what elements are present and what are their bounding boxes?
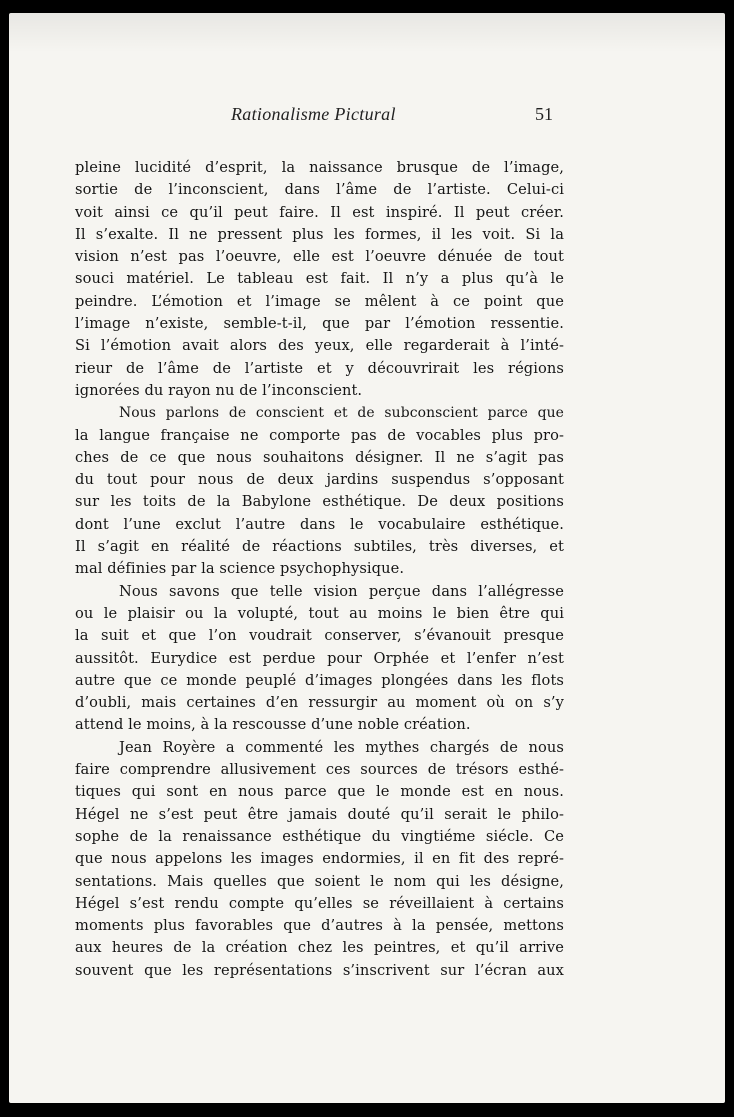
- text-line: faire comprendre allusivement ces sources de trésors esthé-: [75, 761, 564, 779]
- text-line: Jean Royère a commenté les mythes chargés de nous: [119, 738, 564, 756]
- text-line: ignorées du rayon nu de l’inconscient.: [75, 381, 363, 399]
- text-line: ou le plaisir ou la volupté, tout au moins le bien être qui: [75, 604, 564, 622]
- text-line: Si l’émotion avait alors des yeux, elle regarderait à l’inté-: [75, 337, 564, 355]
- text-line: tiques qui sont en nous parce que le monde est en nous.: [75, 783, 564, 801]
- running-title: Rationalisme Pictural: [231, 104, 396, 124]
- text-line: sentations. Mais quelles que soient le nom qui les désigne,: [75, 872, 564, 890]
- text-line: ches de ce que nous souhaitons désigner. Il ne s’agit pas: [75, 448, 564, 466]
- text-line: la langue française ne comporte pas de vocables plus pro-: [75, 426, 564, 444]
- text-line: voit ainsi ce qu’il peut faire. Il est inspiré. Il peut créer.: [75, 203, 564, 221]
- text-line: Il s’exalte. Il ne pressent plus les formes, il les voit. Si la: [75, 225, 564, 243]
- text-line: la suit et que l’on voudrait conserver, s’évanouit presque: [75, 627, 564, 645]
- text-line: dont l’une exclut l’autre dans le vocabulaire esthétique.: [75, 515, 564, 533]
- text-line: pleine lucidité d’esprit, la naissance brusque de l’image,: [75, 159, 564, 176]
- text-line: sophe de la renaissance esthétique du vingtiéme siécle. Ce: [75, 827, 564, 845]
- text-line: vision n’est pas l’oeuvre, elle est l’oeuvre dénuée de tout: [75, 248, 564, 266]
- text-line: autre que ce monde peuplé d’images plongées dans les flots: [75, 671, 564, 689]
- text-line: mal définies par la science psychophysique.: [75, 560, 405, 578]
- text-line: moments plus favorables que d’autres à la pensée, mettons: [75, 917, 564, 935]
- text-line: l’image n’existe, semble-t-il, que par l’émotion ressentie.: [75, 315, 564, 333]
- text-line: d’oubli, mais certaines d’en ressurgir au moment où on s’y: [75, 694, 564, 712]
- body-text: [75, 157, 564, 982]
- text-line: souci matériel. Le tableau est fait. Il n’y a plus qu’à le: [75, 270, 564, 288]
- text-line: souvent que les représentations s’inscrivent sur l’écran aux: [75, 961, 564, 979]
- text-line: Hégel s’est rendu compte qu’elles se réveillaient à certains: [75, 894, 564, 912]
- text-line: peindre. L’émotion et l’image se mêlent à ce point que: [75, 292, 564, 310]
- text-line: Nous savons que telle vision perçue dans l’allégresse: [119, 582, 564, 600]
- page-number: 51: [535, 104, 553, 124]
- text-line: Hégel ne s’est peut être jamais douté qu’il serait le philo-: [75, 805, 564, 823]
- text-line: rieur de l’âme de l’artiste et y découvrirait les régions: [75, 359, 564, 377]
- text-line: aussitôt. Eurydice est perdue pour Orphée et l’enfer n’est: [75, 649, 564, 667]
- book-page: [9, 13, 725, 1103]
- text-line: sortie de l’inconscient, dans l’âme de l’artiste. Celui-ci: [75, 181, 564, 199]
- text-line: sur les toits de la Babylone esthétique. De deux positions: [75, 493, 564, 511]
- running-header: [9, 104, 725, 128]
- text-line: aux heures de la création chez les peintres, et qu’il arrive: [75, 939, 564, 957]
- text-line: Il s’agit en réalité de réactions subtiles, très diverses, et: [75, 538, 564, 556]
- text-line: attend le moins, à la rescousse d’une noble création.: [75, 716, 471, 734]
- text-line: que nous appelons les images endormies, il en fit des repré-: [75, 850, 564, 868]
- text-line: Nous parlons de conscient et de subconscient parce que: [119, 405, 564, 422]
- text-line: du tout pour nous de deux jardins suspendus s’opposant: [75, 471, 564, 489]
